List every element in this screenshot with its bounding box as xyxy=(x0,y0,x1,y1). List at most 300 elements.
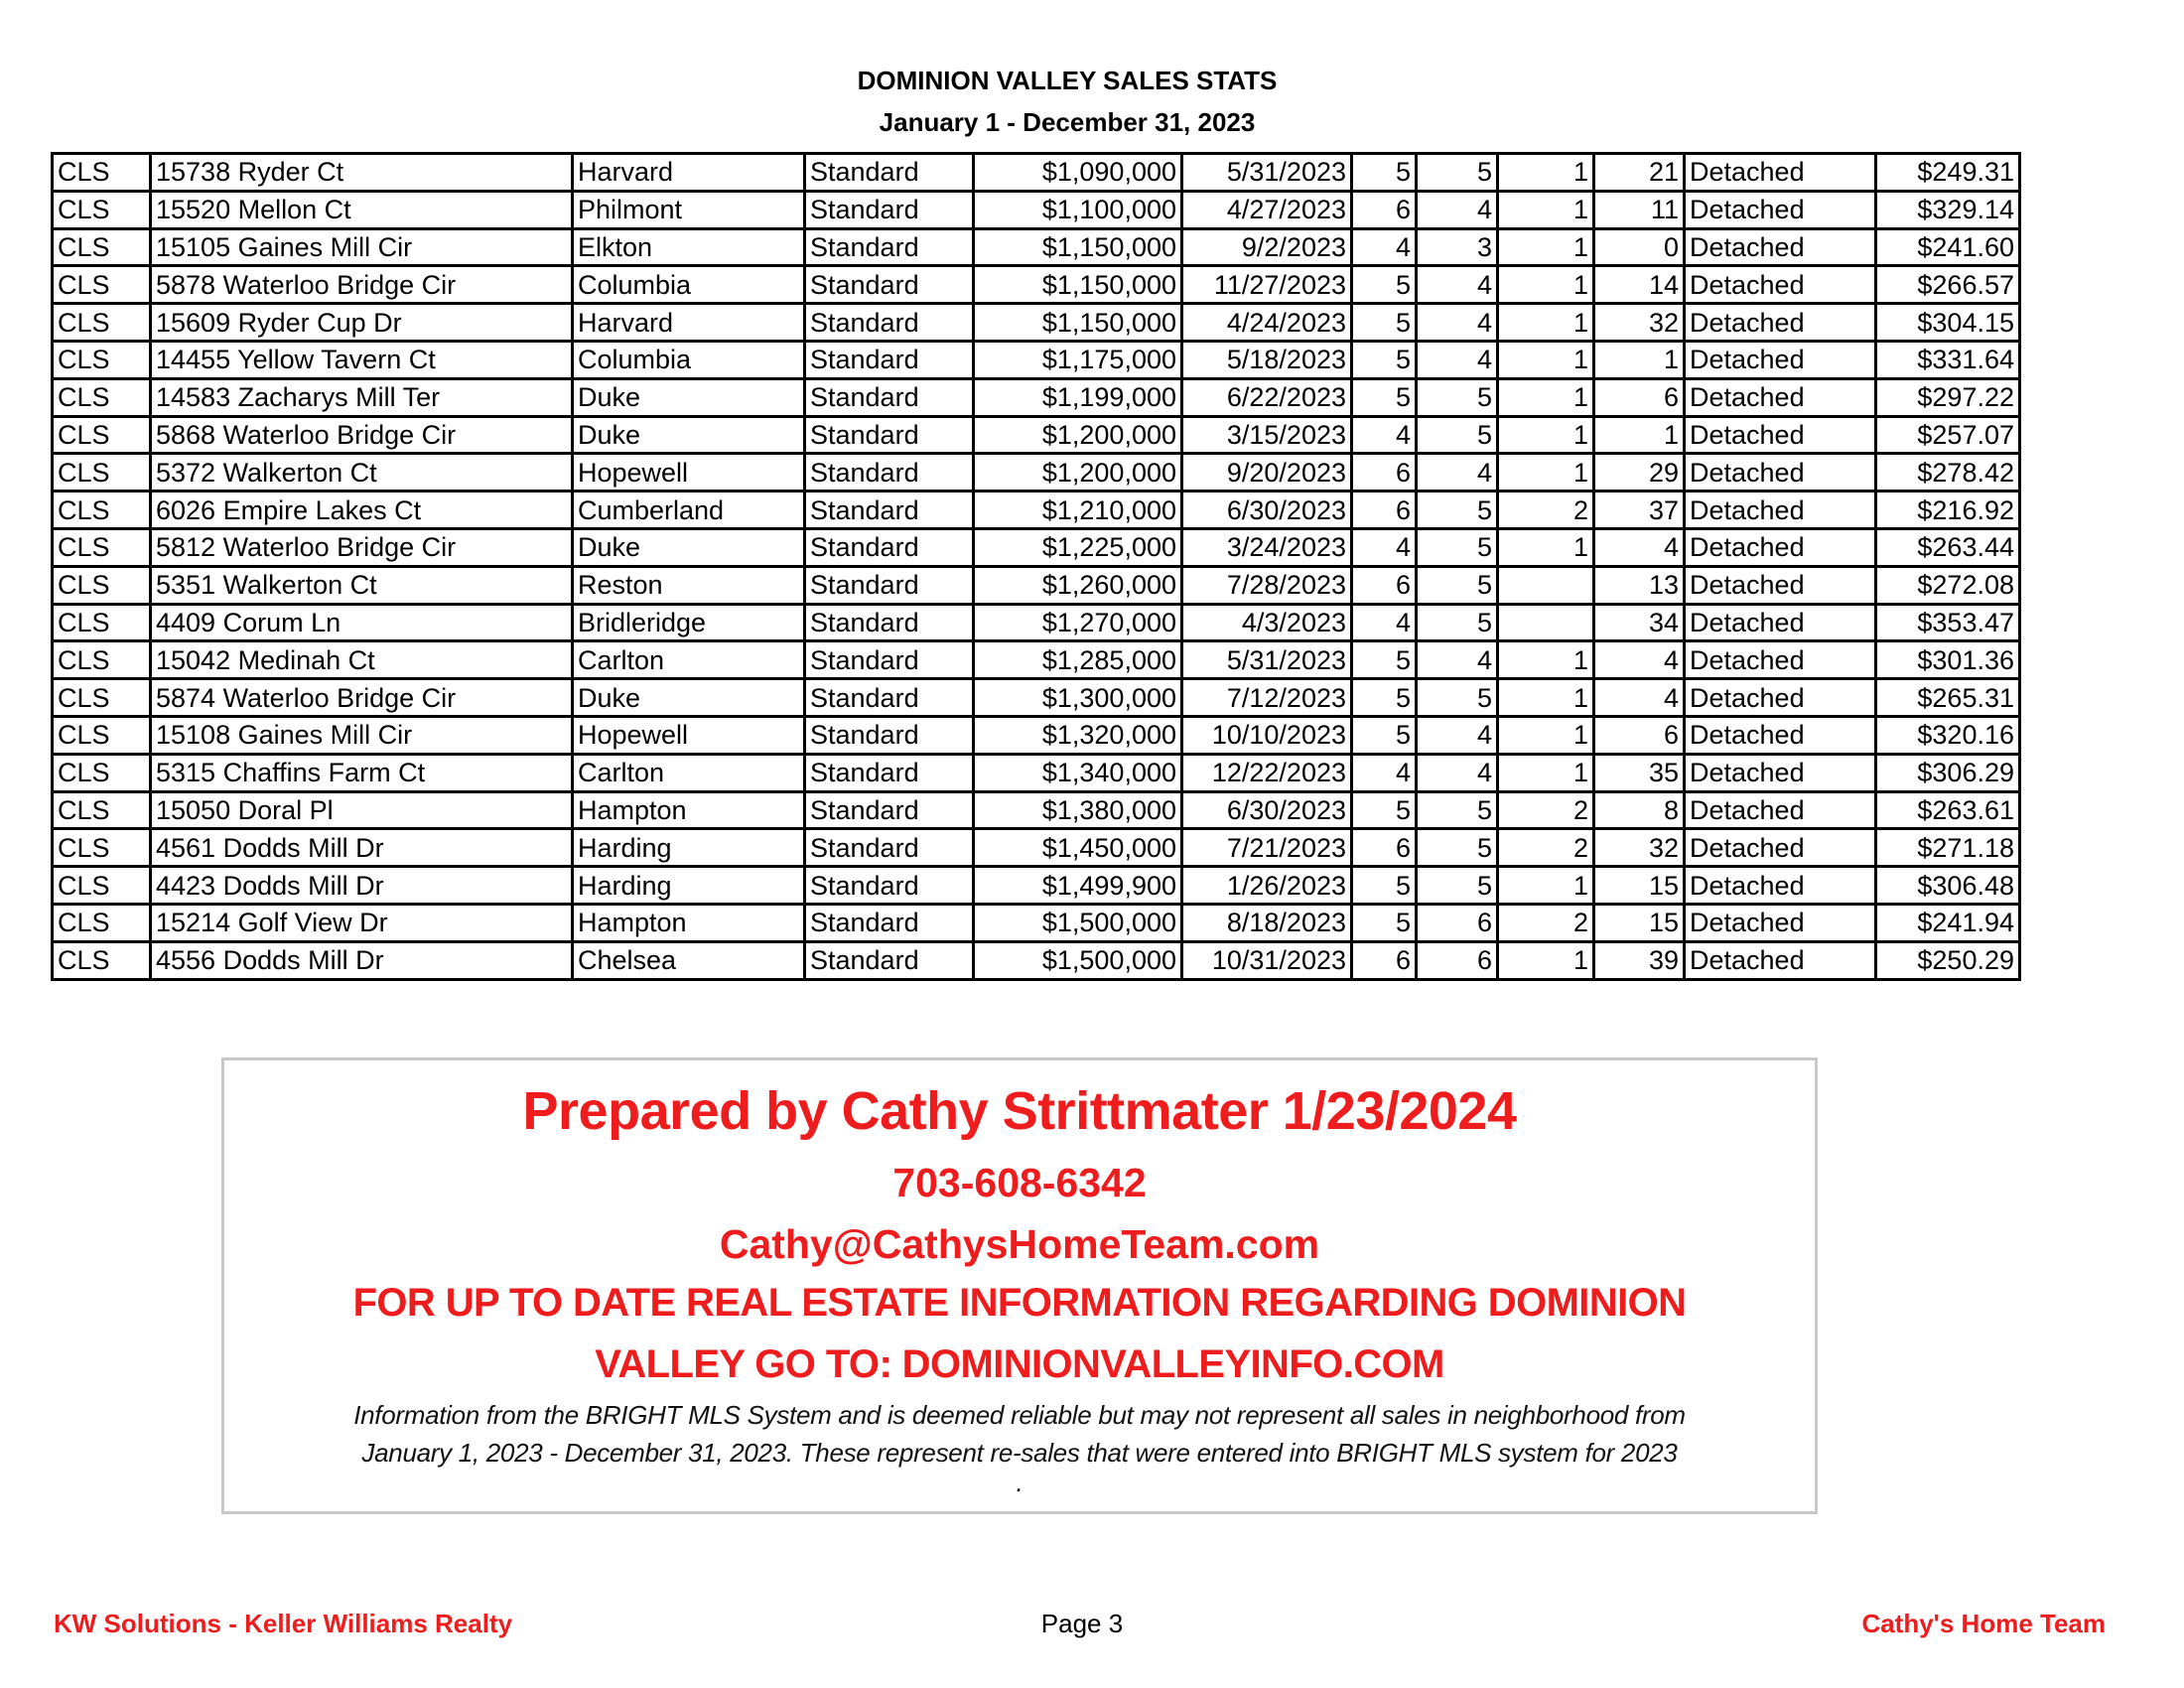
cell-sale-type: Standard xyxy=(805,604,974,641)
cell-price: $1,500,000 xyxy=(974,941,1182,979)
cell-home-type: Detached xyxy=(1685,266,1876,304)
cell-home-type: Detached xyxy=(1685,754,1876,791)
cell-beds: 6 xyxy=(1352,829,1417,867)
cell-close-date: 5/31/2023 xyxy=(1182,641,1352,679)
cell-baths: 5 xyxy=(1417,154,1498,192)
cell-days-on-market: 32 xyxy=(1594,304,1685,342)
cell-baths: 4 xyxy=(1417,641,1498,679)
cell-baths: 5 xyxy=(1417,416,1498,454)
cell-beds: 5 xyxy=(1352,904,1417,941)
cell-home-type: Detached xyxy=(1685,867,1876,905)
cell-address: 5315 Chaffins Farm Ct xyxy=(151,754,573,791)
cell-price: $1,500,000 xyxy=(974,904,1182,941)
cell-status: CLS xyxy=(53,566,151,604)
cell-price-per-sqft: $306.48 xyxy=(1876,867,2020,905)
cell-home-type: Detached xyxy=(1685,492,1876,529)
table-row xyxy=(53,641,2020,679)
table-row xyxy=(53,492,2020,529)
cell-price-per-sqft: $271.18 xyxy=(1876,829,2020,867)
cell-status: CLS xyxy=(53,228,151,266)
cell-section: Harvard xyxy=(573,304,805,342)
cell-status: CLS xyxy=(53,492,151,529)
cell-days-on-market: 6 xyxy=(1594,716,1685,754)
cell-close-date: 10/31/2023 xyxy=(1182,941,1352,979)
cell-section: Columbia xyxy=(573,341,805,378)
cell-sale-type: Standard xyxy=(805,941,974,979)
table-row xyxy=(53,754,2020,791)
cell-home-type: Detached xyxy=(1685,716,1876,754)
cell-home-type: Detached xyxy=(1685,454,1876,492)
table-row xyxy=(53,829,2020,867)
table-row xyxy=(53,604,2020,641)
cell-beds: 5 xyxy=(1352,304,1417,342)
cell-sale-type: Standard xyxy=(805,754,974,791)
cell-section: Duke xyxy=(573,416,805,454)
cell-home-type: Detached xyxy=(1685,641,1876,679)
cell-baths: 4 xyxy=(1417,266,1498,304)
table-row xyxy=(53,304,2020,342)
cell-days-on-market: 15 xyxy=(1594,867,1685,905)
cell-sale-type: Standard xyxy=(805,154,974,192)
cell-half-baths: 1 xyxy=(1498,454,1594,492)
cell-price-per-sqft: $216.92 xyxy=(1876,492,2020,529)
cell-section: Bridleridge xyxy=(573,604,805,641)
cell-status: CLS xyxy=(53,679,151,717)
cell-days-on-market: 8 xyxy=(1594,791,1685,829)
cell-days-on-market: 34 xyxy=(1594,604,1685,641)
cell-half-baths: 1 xyxy=(1498,867,1594,905)
cell-address: 5372 Walkerton Ct xyxy=(151,454,573,492)
cell-days-on-market: 4 xyxy=(1594,679,1685,717)
table-row xyxy=(53,266,2020,304)
cell-home-type: Detached xyxy=(1685,791,1876,829)
cell-section: Carlton xyxy=(573,754,805,791)
cell-section: Chelsea xyxy=(573,941,805,979)
cell-price: $1,270,000 xyxy=(974,604,1182,641)
cell-days-on-market: 0 xyxy=(1594,228,1685,266)
cell-close-date: 4/24/2023 xyxy=(1182,304,1352,342)
cell-days-on-market: 21 xyxy=(1594,154,1685,192)
table-row xyxy=(53,716,2020,754)
cell-home-type: Detached xyxy=(1685,604,1876,641)
cell-address: 6026 Empire Lakes Ct xyxy=(151,492,573,529)
cell-close-date: 4/27/2023 xyxy=(1182,191,1352,228)
cell-price: $1,260,000 xyxy=(974,566,1182,604)
cell-home-type: Detached xyxy=(1685,941,1876,979)
cell-sale-type: Standard xyxy=(805,867,974,905)
cell-beds: 6 xyxy=(1352,566,1417,604)
cell-address: 15108 Gaines Mill Cir xyxy=(151,716,573,754)
cell-days-on-market: 1 xyxy=(1594,341,1685,378)
cell-status: CLS xyxy=(53,454,151,492)
cell-days-on-market: 6 xyxy=(1594,378,1685,416)
cell-half-baths: 1 xyxy=(1498,266,1594,304)
table-row xyxy=(53,791,2020,829)
cell-status: CLS xyxy=(53,341,151,378)
cell-price: $1,320,000 xyxy=(974,716,1182,754)
cell-days-on-market: 1 xyxy=(1594,416,1685,454)
cell-price-per-sqft: $331.64 xyxy=(1876,341,2020,378)
cell-price-per-sqft: $263.61 xyxy=(1876,791,2020,829)
cell-half-baths xyxy=(1498,604,1594,641)
cell-price-per-sqft: $249.31 xyxy=(1876,154,2020,192)
cell-home-type: Detached xyxy=(1685,829,1876,867)
cell-price: $1,200,000 xyxy=(974,454,1182,492)
cell-status: CLS xyxy=(53,716,151,754)
cell-beds: 5 xyxy=(1352,791,1417,829)
cell-home-type: Detached xyxy=(1685,191,1876,228)
table-row xyxy=(53,416,2020,454)
cell-half-baths: 2 xyxy=(1498,492,1594,529)
cell-baths: 5 xyxy=(1417,566,1498,604)
cell-price-per-sqft: $266.57 xyxy=(1876,266,2020,304)
cell-days-on-market: 4 xyxy=(1594,528,1685,566)
info-line-1: FOR UP TO DATE REAL ESTATE INFORMATION REGARDING DOMINION xyxy=(352,1281,1687,1325)
cell-beds: 6 xyxy=(1352,454,1417,492)
cell-close-date: 5/18/2023 xyxy=(1182,341,1352,378)
cell-close-date: 6/30/2023 xyxy=(1182,791,1352,829)
cell-price-per-sqft: $304.15 xyxy=(1876,304,2020,342)
cell-price-per-sqft: $297.22 xyxy=(1876,378,2020,416)
cell-close-date: 6/22/2023 xyxy=(1182,378,1352,416)
cell-price: $1,225,000 xyxy=(974,528,1182,566)
cell-baths: 4 xyxy=(1417,304,1498,342)
table-row xyxy=(53,378,2020,416)
cell-close-date: 1/26/2023 xyxy=(1182,867,1352,905)
cell-beds: 4 xyxy=(1352,754,1417,791)
cell-address: 15609 Ryder Cup Dr xyxy=(151,304,573,342)
cell-beds: 4 xyxy=(1352,228,1417,266)
cell-half-baths: 1 xyxy=(1498,154,1594,192)
cell-half-baths: 1 xyxy=(1498,191,1594,228)
table-row xyxy=(53,679,2020,717)
cell-price: $1,199,000 xyxy=(974,378,1182,416)
cell-price: $1,175,000 xyxy=(974,341,1182,378)
cell-price-per-sqft: $306.29 xyxy=(1876,754,2020,791)
cell-sale-type: Standard xyxy=(805,791,974,829)
cell-baths: 5 xyxy=(1417,604,1498,641)
cell-address: 4423 Dodds Mill Dr xyxy=(151,867,573,905)
cell-beds: 6 xyxy=(1352,941,1417,979)
cell-close-date: 3/15/2023 xyxy=(1182,416,1352,454)
cell-status: CLS xyxy=(53,829,151,867)
cell-sale-type: Standard xyxy=(805,266,974,304)
cell-home-type: Detached xyxy=(1685,416,1876,454)
cell-section: Duke xyxy=(573,528,805,566)
cell-status: CLS xyxy=(53,904,151,941)
cell-beds: 5 xyxy=(1352,641,1417,679)
table-row xyxy=(53,528,2020,566)
table-row xyxy=(53,154,2020,192)
cell-half-baths: 1 xyxy=(1498,679,1594,717)
cell-price: $1,380,000 xyxy=(974,791,1182,829)
cell-status: CLS xyxy=(53,604,151,641)
cell-price: $1,300,000 xyxy=(974,679,1182,717)
cell-half-baths: 1 xyxy=(1498,378,1594,416)
info-line-2: VALLEY GO TO: DOMINIONVALLEYINFO.COM xyxy=(595,1342,1444,1386)
cell-half-baths: 1 xyxy=(1498,941,1594,979)
cell-sale-type: Standard xyxy=(805,454,974,492)
cell-half-baths: 1 xyxy=(1498,641,1594,679)
cell-section: Hopewell xyxy=(573,716,805,754)
cell-section: Elkton xyxy=(573,228,805,266)
cell-status: CLS xyxy=(53,416,151,454)
cell-baths: 4 xyxy=(1417,454,1498,492)
cell-beds: 4 xyxy=(1352,604,1417,641)
cell-price-per-sqft: $329.14 xyxy=(1876,191,2020,228)
cell-half-baths: 1 xyxy=(1498,754,1594,791)
cell-address: 15738 Ryder Ct xyxy=(151,154,573,192)
cell-baths: 4 xyxy=(1417,716,1498,754)
cell-status: CLS xyxy=(53,528,151,566)
cell-status: CLS xyxy=(53,754,151,791)
cell-address: 4561 Dodds Mill Dr xyxy=(151,829,573,867)
cell-half-baths: 1 xyxy=(1498,341,1594,378)
cell-sale-type: Standard xyxy=(805,191,974,228)
prepared-by: Prepared by Cathy Strittmater 1/23/2024 xyxy=(522,1081,1517,1141)
cell-price: $1,200,000 xyxy=(974,416,1182,454)
cell-beds: 5 xyxy=(1352,716,1417,754)
cell-status: CLS xyxy=(53,641,151,679)
cell-price: $1,285,000 xyxy=(974,641,1182,679)
cell-status: CLS xyxy=(53,191,151,228)
cell-price-per-sqft: $257.07 xyxy=(1876,416,2020,454)
table-row xyxy=(53,566,2020,604)
cell-price-per-sqft: $241.60 xyxy=(1876,228,2020,266)
table-row xyxy=(53,454,2020,492)
cell-price-per-sqft: $265.31 xyxy=(1876,679,2020,717)
cell-days-on-market: 39 xyxy=(1594,941,1685,979)
cell-close-date: 6/30/2023 xyxy=(1182,492,1352,529)
table-row xyxy=(53,904,2020,941)
disclaimer-line-3: . xyxy=(1016,1468,1024,1497)
cell-section: Philmont xyxy=(573,191,805,228)
cell-price: $1,499,900 xyxy=(974,867,1182,905)
cell-sale-type: Standard xyxy=(805,228,974,266)
cell-close-date: 7/28/2023 xyxy=(1182,566,1352,604)
cell-price: $1,450,000 xyxy=(974,829,1182,867)
cell-home-type: Detached xyxy=(1685,679,1876,717)
cell-half-baths: 1 xyxy=(1498,228,1594,266)
cell-section: Duke xyxy=(573,679,805,717)
cell-status: CLS xyxy=(53,378,151,416)
cell-half-baths: 2 xyxy=(1498,791,1594,829)
cell-price-per-sqft: $353.47 xyxy=(1876,604,2020,641)
cell-close-date: 5/31/2023 xyxy=(1182,154,1352,192)
cell-sale-type: Standard xyxy=(805,378,974,416)
cell-close-date: 8/18/2023 xyxy=(1182,904,1352,941)
table-row xyxy=(53,191,2020,228)
cell-price: $1,090,000 xyxy=(974,154,1182,192)
cell-address: 15105 Gaines Mill Cir xyxy=(151,228,573,266)
cell-baths: 5 xyxy=(1417,829,1498,867)
cell-price-per-sqft: $250.29 xyxy=(1876,941,2020,979)
cell-baths: 4 xyxy=(1417,341,1498,378)
cell-status: CLS xyxy=(53,154,151,192)
cell-home-type: Detached xyxy=(1685,341,1876,378)
cell-sale-type: Standard xyxy=(805,492,974,529)
cell-address: 14455 Yellow Tavern Ct xyxy=(151,341,573,378)
cell-address: 5878 Waterloo Bridge Cir xyxy=(151,266,573,304)
cell-baths: 5 xyxy=(1417,867,1498,905)
cell-address: 15214 Golf View Dr xyxy=(151,904,573,941)
cell-close-date: 10/10/2023 xyxy=(1182,716,1352,754)
cell-baths: 5 xyxy=(1417,791,1498,829)
cell-half-baths: 1 xyxy=(1498,528,1594,566)
cell-days-on-market: 13 xyxy=(1594,566,1685,604)
cell-address: 5868 Waterloo Bridge Cir xyxy=(151,416,573,454)
cell-days-on-market: 11 xyxy=(1594,191,1685,228)
cell-price: $1,150,000 xyxy=(974,266,1182,304)
cell-price-per-sqft: $272.08 xyxy=(1876,566,2020,604)
cell-section: Hopewell xyxy=(573,454,805,492)
cell-address: 4409 Corum Ln xyxy=(151,604,573,641)
footer-company: KW Solutions - Keller Williams Realty xyxy=(54,1609,513,1638)
cell-beds: 5 xyxy=(1352,266,1417,304)
cell-baths: 5 xyxy=(1417,679,1498,717)
cell-days-on-market: 4 xyxy=(1594,641,1685,679)
cell-price: $1,340,000 xyxy=(974,754,1182,791)
cell-beds: 5 xyxy=(1352,378,1417,416)
cell-section: Harding xyxy=(573,867,805,905)
cell-beds: 5 xyxy=(1352,679,1417,717)
cell-address: 15042 Medinah Ct xyxy=(151,641,573,679)
cell-beds: 6 xyxy=(1352,191,1417,228)
cell-address: 15520 Mellon Ct xyxy=(151,191,573,228)
cell-close-date: 4/3/2023 xyxy=(1182,604,1352,641)
sales-table xyxy=(51,152,2021,981)
cell-section: Carlton xyxy=(573,641,805,679)
cell-days-on-market: 32 xyxy=(1594,829,1685,867)
phone-number[interactable]: 703-608-6342 xyxy=(892,1160,1147,1205)
cell-sale-type: Standard xyxy=(805,716,974,754)
disclaimer-line-1: Information from the BRIGHT MLS System and is deemed reliable but may not represent all sales in neighborhood from xyxy=(353,1400,1686,1430)
cell-sale-type: Standard xyxy=(805,641,974,679)
cell-section: Reston xyxy=(573,566,805,604)
cell-sale-type: Standard xyxy=(805,528,974,566)
date-range-subtitle: January 1 - December 31, 2023 xyxy=(879,107,1256,137)
cell-half-baths: 2 xyxy=(1498,829,1594,867)
table-row xyxy=(53,341,2020,378)
cell-status: CLS xyxy=(53,791,151,829)
cell-home-type: Detached xyxy=(1685,154,1876,192)
cell-address: 14583 Zacharys Mill Ter xyxy=(151,378,573,416)
cell-sale-type: Standard xyxy=(805,904,974,941)
cell-sale-type: Standard xyxy=(805,416,974,454)
cell-home-type: Detached xyxy=(1685,566,1876,604)
cell-section: Columbia xyxy=(573,266,805,304)
cell-days-on-market: 14 xyxy=(1594,266,1685,304)
cell-price-per-sqft: $241.94 xyxy=(1876,904,2020,941)
table-row xyxy=(53,941,2020,979)
cell-price-per-sqft: $278.42 xyxy=(1876,454,2020,492)
cell-price: $1,150,000 xyxy=(974,304,1182,342)
cell-section: Harvard xyxy=(573,154,805,192)
cell-home-type: Detached xyxy=(1685,528,1876,566)
cell-days-on-market: 15 xyxy=(1594,904,1685,941)
table-row xyxy=(53,228,2020,266)
cell-home-type: Detached xyxy=(1685,378,1876,416)
cell-half-baths xyxy=(1498,566,1594,604)
cell-days-on-market: 29 xyxy=(1594,454,1685,492)
cell-close-date: 12/22/2023 xyxy=(1182,754,1352,791)
contact-notice-box xyxy=(221,1057,1818,1514)
cell-baths: 3 xyxy=(1417,228,1498,266)
cell-baths: 5 xyxy=(1417,528,1498,566)
cell-status: CLS xyxy=(53,266,151,304)
cell-section: Cumberland xyxy=(573,492,805,529)
cell-status: CLS xyxy=(53,867,151,905)
cell-close-date: 9/2/2023 xyxy=(1182,228,1352,266)
footer-team: Cathy's Home Team xyxy=(1861,1609,2106,1638)
cell-half-baths: 1 xyxy=(1498,416,1594,454)
page-title: DOMINION VALLEY SALES STATS xyxy=(857,66,1278,95)
cell-section: Hampton xyxy=(573,904,805,941)
email-address[interactable]: Cathy@CathysHomeTeam.com xyxy=(719,1221,1320,1267)
cell-price-per-sqft: $263.44 xyxy=(1876,528,2020,566)
disclaimer-line-2: January 1, 2023 - December 31, 2023. These represent re-sales that were entered into BRIGHT MLS system for 2023 xyxy=(361,1438,1678,1468)
cell-days-on-market: 37 xyxy=(1594,492,1685,529)
cell-beds: 6 xyxy=(1352,492,1417,529)
cell-home-type: Detached xyxy=(1685,228,1876,266)
cell-half-baths: 1 xyxy=(1498,716,1594,754)
cell-baths: 6 xyxy=(1417,941,1498,979)
cell-address: 5812 Waterloo Bridge Cir xyxy=(151,528,573,566)
cell-status: CLS xyxy=(53,941,151,979)
cell-days-on-market: 35 xyxy=(1594,754,1685,791)
cell-beds: 5 xyxy=(1352,154,1417,192)
cell-close-date: 9/20/2023 xyxy=(1182,454,1352,492)
cell-address: 5874 Waterloo Bridge Cir xyxy=(151,679,573,717)
cell-close-date: 11/27/2023 xyxy=(1182,266,1352,304)
cell-beds: 4 xyxy=(1352,528,1417,566)
cell-half-baths: 2 xyxy=(1498,904,1594,941)
cell-beds: 5 xyxy=(1352,341,1417,378)
cell-sale-type: Standard xyxy=(805,679,974,717)
cell-close-date: 3/24/2023 xyxy=(1182,528,1352,566)
cell-sale-type: Standard xyxy=(805,829,974,867)
cell-price: $1,100,000 xyxy=(974,191,1182,228)
cell-baths: 5 xyxy=(1417,492,1498,529)
cell-price-per-sqft: $301.36 xyxy=(1876,641,2020,679)
footer-page-number: Page 3 xyxy=(1040,1609,1124,1638)
cell-section: Duke xyxy=(573,378,805,416)
cell-sale-type: Standard xyxy=(805,341,974,378)
cell-home-type: Detached xyxy=(1685,304,1876,342)
cell-baths: 6 xyxy=(1417,904,1498,941)
cell-address: 4556 Dodds Mill Dr xyxy=(151,941,573,979)
cell-half-baths: 1 xyxy=(1498,304,1594,342)
cell-close-date: 7/21/2023 xyxy=(1182,829,1352,867)
cell-price-per-sqft: $320.16 xyxy=(1876,716,2020,754)
table-row xyxy=(53,867,2020,905)
cell-beds: 5 xyxy=(1352,867,1417,905)
cell-baths: 5 xyxy=(1417,378,1498,416)
cell-price: $1,150,000 xyxy=(974,228,1182,266)
cell-address: 15050 Doral Pl xyxy=(151,791,573,829)
cell-home-type: Detached xyxy=(1685,904,1876,941)
cell-baths: 4 xyxy=(1417,191,1498,228)
cell-baths: 4 xyxy=(1417,754,1498,791)
cell-sale-type: Standard xyxy=(805,304,974,342)
cell-sale-type: Standard xyxy=(805,566,974,604)
cell-price: $1,210,000 xyxy=(974,492,1182,529)
cell-section: Harding xyxy=(573,829,805,867)
cell-beds: 4 xyxy=(1352,416,1417,454)
cell-address: 5351 Walkerton Ct xyxy=(151,566,573,604)
cell-section: Hampton xyxy=(573,791,805,829)
sales-table-body xyxy=(53,154,2020,980)
